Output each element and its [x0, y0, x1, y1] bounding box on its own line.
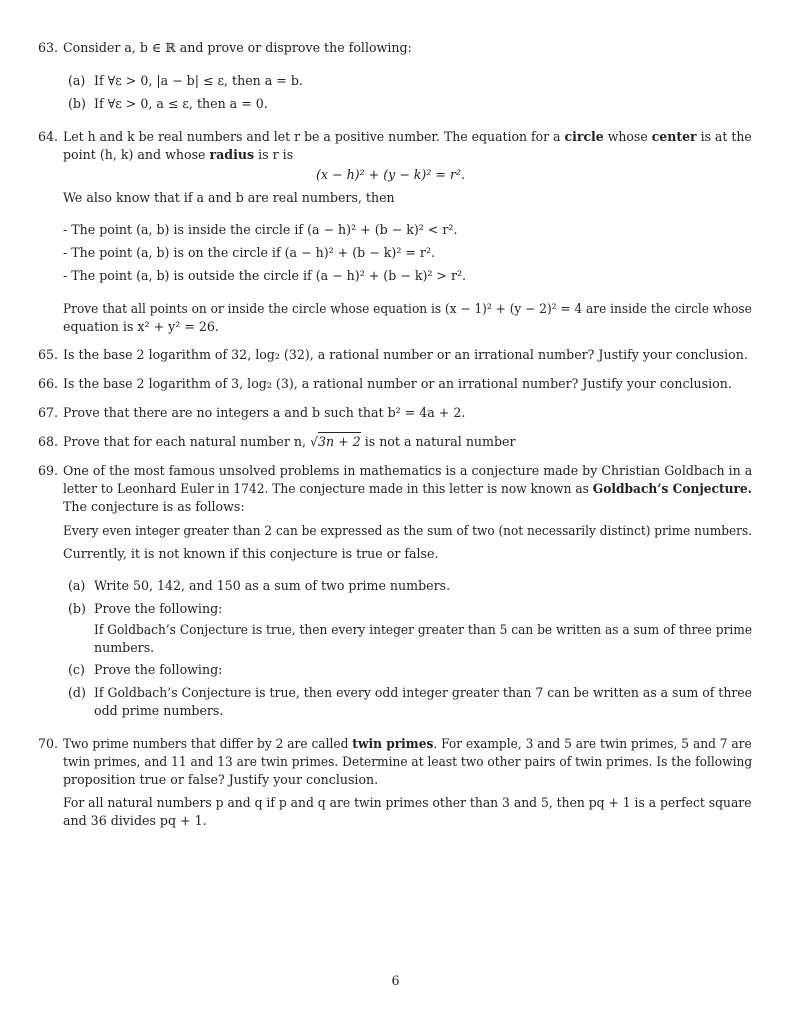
- problem-64-number: 64.: [38, 129, 59, 144]
- bullet-on: - The point (a, b) is on the circle if (a − h)² + (b − k)² = r².: [63, 245, 435, 260]
- problem-68-text-pre: Prove that for each natural number n,: [63, 434, 310, 449]
- problem-70-line3: proposition true or false? Justify your conclusion.: [63, 772, 379, 787]
- problem-63b-label: (b): [68, 96, 86, 111]
- problem-69d-line1: If Goldbach’s Conjecture is true, then every odd integer greater than 7 can be written as a sum of three: [94, 685, 753, 700]
- problem-70-line2: twin primes, and 11 and 13 are twin primes. Determine at least two other pairs of twin primes. Is the following: [63, 754, 753, 769]
- sqrt-sign: √: [309, 434, 318, 449]
- term-twin-primes: twin primes: [352, 736, 434, 751]
- problem-69b-sub-line1: If Goldbach’s Conjecture is true, then every integer greater than 5 can be written as a sum of three prime: [94, 622, 753, 637]
- problem-63b-text: If ∀ε > 0, a ≤ ε, then a = 0.: [94, 96, 268, 111]
- problem-70-line1-post: . For example, 3 and 5 are twin primes, 5 and 7 are: [433, 736, 752, 751]
- problem-68-text: [63, 434, 516, 450]
- problem-70-proposition-line1: For all natural numbers p and q if p and q are twin primes other than 3 and 5, then pq + 1 is a perfect square: [63, 795, 752, 810]
- problem-70-number: 70.: [38, 736, 59, 751]
- problem-64-line2-pre: point (h, k) and whose: [63, 147, 210, 162]
- sqrt-radicand: 3n + 2: [318, 434, 361, 449]
- problem-70-line1-pre: Two prime numbers that differ by 2 are called: [63, 736, 353, 751]
- problem-69-currently: Currently, it is not known if this conjecture is true or false.: [63, 546, 439, 561]
- problem-63-intro: Consider a, b ∈ ℝ and prove or disprove the following:: [63, 40, 412, 55]
- problem-64-line2: [63, 147, 293, 163]
- term-goldbach-conjecture: Goldbach’s Conjecture.: [592, 481, 752, 496]
- circle-equation: (x − h)² + (y − k)² = r².: [316, 167, 466, 182]
- problem-68-number: 68.: [38, 434, 59, 449]
- problem-69-line1: One of the most famous unsolved problems in mathematics is a conjecture made by Christian Goldbach in a: [63, 463, 753, 478]
- problem-70-line1: [63, 736, 752, 752]
- problem-65-number: 65.: [38, 347, 59, 362]
- problem-64-prove-line2: equation is x² + y² = 26.: [63, 319, 219, 334]
- problem-63-number: 63.: [38, 40, 59, 55]
- term-radius: radius: [209, 147, 255, 162]
- problem-64-line1: [63, 129, 752, 145]
- problem-69a-label: (a): [68, 578, 86, 593]
- problem-69d-label: (d): [68, 685, 86, 700]
- goldbach-statement: Every even integer greater than 2 can be expressed as the sum of two (not necessarily distinct) prime numbers.: [63, 523, 753, 538]
- problem-64-line1-post: is at the: [696, 129, 752, 144]
- problem-63a-label: (a): [68, 73, 86, 88]
- problem-64-also: We also know that if a and b are real numbers, then: [63, 190, 395, 205]
- problem-63a-text: If ∀ε > 0, |a − b| ≤ ε, then a = b.: [94, 73, 303, 88]
- problem-69b-text: Prove the following:: [94, 601, 223, 616]
- page-number: 6: [391, 973, 400, 988]
- problem-69c-label: (c): [68, 662, 85, 677]
- problem-65-text: Is the base 2 logarithm of 32, log₂ (32), a rational number or an irrational number? Justify your conclusion.: [63, 347, 748, 362]
- problem-67-text: Prove that there are no integers a and b such that b² = 4a + 2.: [63, 405, 466, 420]
- problem-64-line2-post: is r is: [254, 147, 294, 162]
- problem-70-proposition-line2: and 36 divides pq + 1.: [63, 813, 207, 828]
- problem-66-text: Is the base 2 logarithm of 3, log₂ (3), a rational number or an irrational number? Justify your conclusion.: [63, 376, 732, 391]
- bullet-inside: - The point (a, b) is inside the circle if (a − h)² + (b − k)² < r².: [63, 222, 458, 237]
- term-circle: circle: [564, 129, 604, 144]
- problem-69c-text: Prove the following:: [94, 662, 223, 677]
- bullet-outside: - The point (a, b) is outside the circle if (a − h)² + (b − k)² > r².: [63, 268, 467, 283]
- problem-68-text-post: is not a natural number: [360, 434, 516, 449]
- term-center: center: [651, 129, 697, 144]
- problem-69-line3: The conjecture is as follows:: [63, 499, 245, 514]
- problem-69-line2: [63, 481, 752, 497]
- problem-69-number: 69.: [38, 463, 59, 478]
- problem-64-line1-mid: whose: [603, 129, 652, 144]
- problem-69b-sub-line2: numbers.: [94, 640, 155, 655]
- problem-67-number: 67.: [38, 405, 59, 420]
- problem-69b-label: (b): [68, 601, 86, 616]
- problem-64-line1-pre: Let h and k be real numbers and let r be a positive number. The equation for a: [63, 129, 565, 144]
- problem-69-line2-pre: letter to Leonhard Euler in 1742. The conjecture made in this letter is now known as: [63, 481, 593, 496]
- problem-69d-line2: odd prime numbers.: [94, 703, 224, 718]
- problem-66-number: 66.: [38, 376, 59, 391]
- problem-64-prove-line1: Prove that all points on or inside the circle whose equation is (x − 1)² + (y − 2)² = 4 are inside the circle whose: [63, 301, 752, 316]
- problem-69a-text: Write 50, 142, and 150 as a sum of two prime numbers.: [94, 578, 451, 593]
